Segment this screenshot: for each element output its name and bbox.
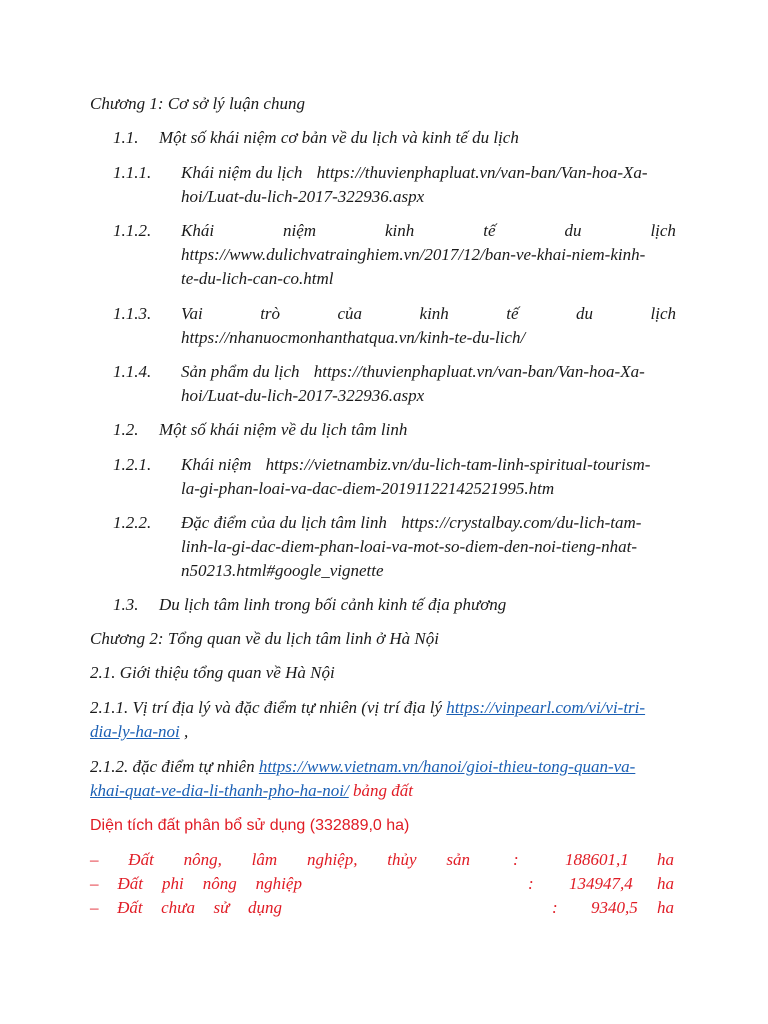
section-2-1-1-tail: , xyxy=(179,722,189,741)
land-row-unit: ha xyxy=(657,874,674,893)
vinpearl-link[interactable]: https://vinpearl.com/vi/vi-tri- xyxy=(446,698,646,717)
chapter1-title: Chương 1: Cơ sở lý luận chung xyxy=(90,94,305,113)
chapter2-title: Chương 2: Tổng quan về du lịch tâm linh ở Hà Nội xyxy=(90,629,439,648)
word: Đất xyxy=(128,850,154,869)
land-row-value: 9340,5 xyxy=(591,898,638,917)
section-1-2-title: Một số khái niệm về du lịch tâm linh xyxy=(159,420,408,439)
word: dụng xyxy=(247,898,282,917)
word: tế xyxy=(483,221,496,240)
section-1-1-3-label xyxy=(181,302,676,326)
land-row-colon: : xyxy=(552,898,558,917)
word: nông, xyxy=(183,850,222,869)
word: lâm xyxy=(251,850,278,869)
word: Đất xyxy=(117,874,143,893)
word: trò xyxy=(260,304,281,323)
section-1-3-title: Du lịch tâm linh trong bối cảnh kinh tế địa phương xyxy=(159,595,507,614)
section-1-1-1-number: 1.1.1. xyxy=(113,163,152,182)
section-1-1-3-number: 1.1.3. xyxy=(113,304,152,323)
section-1-1-number: 1.1. xyxy=(113,128,139,147)
word: du xyxy=(576,304,594,323)
vinpearl-link-cont[interactable]: dia-ly-ha-noi xyxy=(90,722,180,741)
word: sản xyxy=(446,850,470,869)
word: Khái xyxy=(181,221,215,240)
section-2-1-2-line2 xyxy=(90,779,413,803)
section-1-1-3-url: https://nhanuocmonhanthatqua.vn/kinh-te-du-lich/ xyxy=(181,328,526,347)
land-table-note: bảng đất xyxy=(348,781,413,800)
land-row-unit: ha xyxy=(657,898,674,917)
land-area-heading: Diện tích đất phân bổ sử dụng (332889,0 ha) xyxy=(90,817,410,834)
section-1-1-title: Một số khái niệm cơ bản về du lịch và kinh tế du lịch xyxy=(159,128,519,147)
vietnam-vn-link[interactable]: https://www.vietnam.vn/hanoi/gioi-thieu-tong-quan-va- xyxy=(258,757,636,776)
section-1-1-1-label: Khái niệm du lịch xyxy=(181,163,303,182)
section-2-1-2-text: 2.1.2. đặc điểm tự nhiên xyxy=(90,757,259,776)
section-1-2-1-url: https://vietnambiz.vn/du-lich-tam-linh-spiritual-tourism- xyxy=(265,455,651,474)
section-1-1-1-url: https://thuvienphapluat.vn/van-ban/Van-hoa-Xa- xyxy=(316,163,648,182)
word: kinh xyxy=(419,304,449,323)
section-2-1-1-line1 xyxy=(90,696,645,720)
word: tế xyxy=(506,304,519,323)
word: nghiệp, xyxy=(306,850,358,869)
section-1-1-2-number: 1.1.2. xyxy=(113,221,152,240)
word: lịch xyxy=(650,221,676,240)
section-1-1-4-label: Sản phẩm du lịch xyxy=(181,362,300,381)
dash: – xyxy=(90,898,99,917)
section-2-1-2-line1 xyxy=(90,755,635,779)
word: niệm xyxy=(283,221,317,240)
section-1-2-2-line1 xyxy=(181,511,641,535)
word: thủy xyxy=(387,850,417,869)
land-row-label xyxy=(90,896,282,920)
section-1-2-2-url-cont2: n50213.html#google_vignette xyxy=(181,561,384,580)
section-1-1-4-url-cont: hoi/Luat-du-lich-2017-322936.aspx xyxy=(181,386,425,405)
word: phi xyxy=(161,874,184,893)
section-1-1-2-label xyxy=(181,219,676,243)
section-2-1-1-line2 xyxy=(90,720,188,744)
section-1-2-1-label: Khái niệm xyxy=(181,455,252,474)
section-1-1-4-line1 xyxy=(181,360,645,384)
section-1-3-number: 1.3. xyxy=(113,595,139,614)
section-1-2-2-number: 1.2.2. xyxy=(113,513,152,532)
section-1-2-2-url-cont: linh-la-gi-dac-diem-phan-loai-va-mot-so-diem-den-noi-tieng-nhat- xyxy=(181,537,638,556)
word: Đất xyxy=(117,898,143,917)
section-1-2-1-url-cont: la-gi-phan-loai-va-dac-diem-20191122142521995.htm xyxy=(181,479,555,498)
section-1-2-2-url: https://crystalbay.com/du-lich-tam- xyxy=(401,513,642,532)
land-row-colon: : xyxy=(528,874,534,893)
word: chưa xyxy=(161,898,195,917)
section-1-2-1-number: 1.2.1. xyxy=(113,455,152,474)
section-1-1-4-url: https://thuvienphapluat.vn/van-ban/Van-hoa-Xa- xyxy=(313,362,645,381)
dash: – xyxy=(90,850,99,869)
vietnam-vn-link-cont[interactable]: khai-quat-ve-dia-li-thanh-pho-ha-noi/ xyxy=(90,781,349,800)
land-row-label xyxy=(90,872,302,896)
section-1-2-number: 1.2. xyxy=(113,420,139,439)
section-1-1-1-url-cont: hoi/Luat-du-lich-2017-322936.aspx xyxy=(181,187,425,206)
section-2-1-title: 2.1. Giới thiệu tổng quan về Hà Nội xyxy=(90,663,335,682)
word: lịch xyxy=(650,304,676,323)
section-1-2-2-label: Đặc điểm của du lịch tâm linh xyxy=(181,513,387,532)
section-2-1-1-text: 2.1.1. Vị trí địa lý và đặc điểm tự nhiên (vị trí địa lý xyxy=(90,698,447,717)
word: Vai xyxy=(181,304,203,323)
land-row-unit: ha xyxy=(657,850,674,869)
section-1-1-4-number: 1.1.4. xyxy=(113,362,152,381)
word: du xyxy=(564,221,582,240)
word: nghiệp xyxy=(255,874,302,893)
land-row-value: 134947,4 xyxy=(569,874,633,893)
section-1-1-1-line1 xyxy=(181,161,648,185)
land-row-label xyxy=(90,848,470,872)
section-1-2-1-line1 xyxy=(181,453,650,477)
land-row-value: 188601,1 xyxy=(565,850,629,869)
section-1-1-2-url: https://www.dulichvatrainghiem.vn/2017/12/ban-ve-khai-niem-kinh- xyxy=(181,245,646,264)
word: sử xyxy=(213,898,230,917)
section-1-1-2-url-cont: te-du-lich-can-co.html xyxy=(181,269,334,288)
land-row-colon: : xyxy=(513,850,519,869)
word: của xyxy=(337,304,363,323)
word: nông xyxy=(202,874,237,893)
dash: – xyxy=(90,874,99,893)
word: kinh xyxy=(385,221,415,240)
